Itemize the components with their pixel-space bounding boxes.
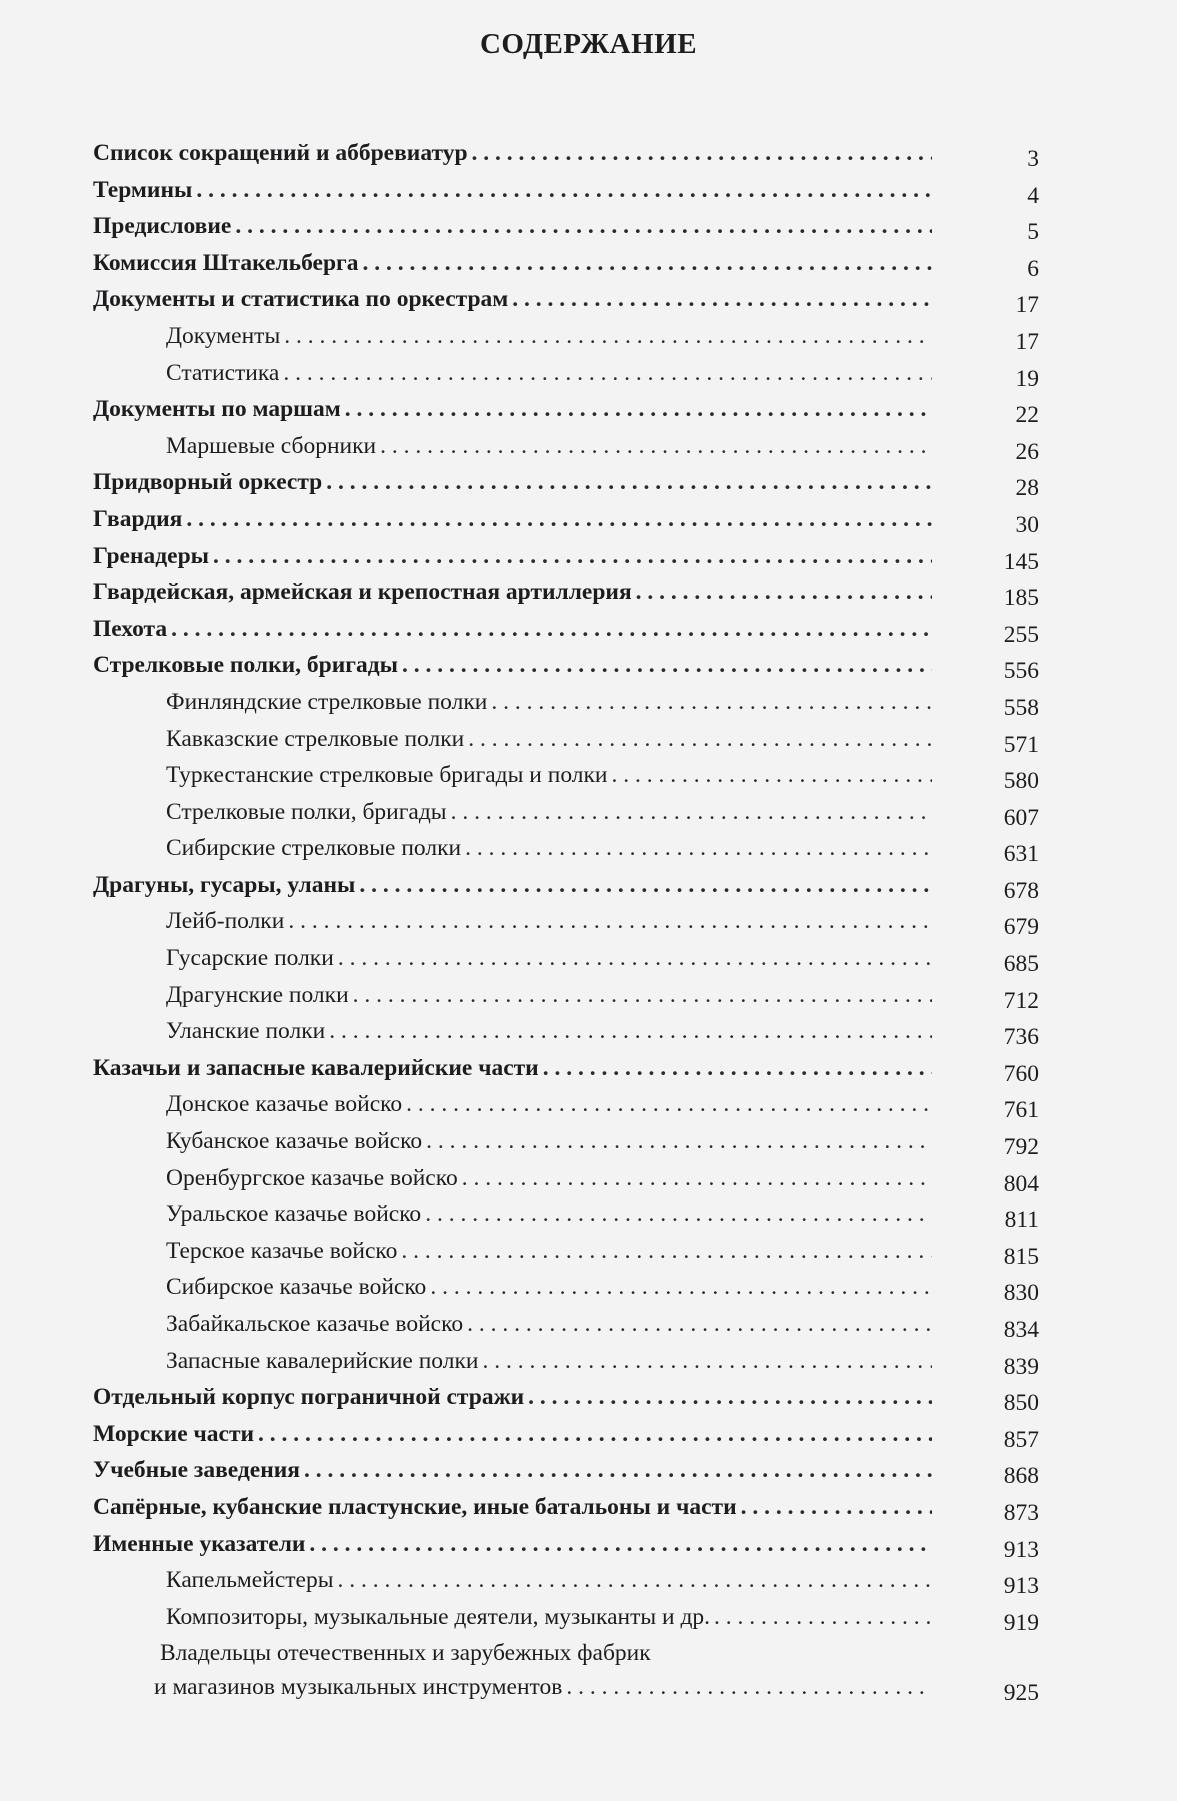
toc-entry-label: Донское казачье войско <box>166 1091 403 1118</box>
dot-leader <box>566 1672 932 1702</box>
toc-entry-page: 678 <box>1003 877 1039 904</box>
toc-entry-page: 4 <box>1027 182 1039 209</box>
toc-entry-page: 873 <box>1003 1499 1039 1526</box>
toc-entry-label: Сибирские стрелковые полки <box>166 835 462 862</box>
toc-entry-label: Уральское казачье войско <box>166 1201 422 1228</box>
dot-leader <box>171 614 932 644</box>
toc-entry-label: Пехота <box>93 615 168 642</box>
toc-entry-label: Статистика <box>166 359 280 386</box>
toc-entry-page: 830 <box>1003 1280 1039 1307</box>
toc-entry[interactable] <box>0 1089 1177 1126</box>
toc-entry[interactable] <box>0 797 1177 834</box>
toc-entry-label: Драгунские полки <box>166 981 349 1008</box>
dot-leader <box>611 760 932 790</box>
toc-entry[interactable] <box>0 1602 1177 1639</box>
dot-leader <box>451 797 932 827</box>
toc-entry-label: Кубанское казачье войско <box>166 1128 423 1155</box>
dot-leader <box>288 906 932 936</box>
toc-entry-label: Кавказские стрелковые полки <box>166 725 465 752</box>
dot-leader <box>284 321 932 351</box>
toc-entry[interactable] <box>0 175 1177 212</box>
dot-leader <box>402 650 932 680</box>
toc-entry-label: Термины <box>93 176 193 203</box>
table-of-contents <box>0 138 1177 1708</box>
toc-entry-label: Учебные заведения <box>93 1457 300 1484</box>
toc-entry-label: Документы <box>166 322 281 349</box>
dot-leader <box>235 211 932 241</box>
dot-leader <box>528 1382 932 1412</box>
toc-entry-page: 919 <box>1003 1609 1039 1636</box>
dot-leader <box>196 175 932 205</box>
toc-entry-label: Документы по маршам <box>93 396 341 423</box>
dot-leader <box>338 943 932 973</box>
toc-entry[interactable] <box>0 394 1177 431</box>
toc-entry[interactable] <box>0 1382 1177 1419</box>
dot-leader <box>465 833 932 863</box>
toc-entry-page: 857 <box>1003 1426 1039 1453</box>
toc-entry[interactable] <box>0 541 1177 578</box>
dot-leader <box>337 1565 932 1595</box>
dot-leader <box>468 724 932 754</box>
toc-entry-page: 6 <box>1027 255 1039 282</box>
toc-entry[interactable] <box>0 358 1177 395</box>
dot-leader <box>353 980 932 1010</box>
toc-entry[interactable] <box>0 1016 1177 1053</box>
toc-entry-page: 792 <box>1003 1134 1039 1161</box>
dot-leader <box>213 541 932 571</box>
toc-entry-page: 28 <box>1015 475 1039 502</box>
toc-entry-label: Список сокращений и аббревиатур <box>93 140 468 166</box>
toc-entry[interactable] <box>0 687 1177 724</box>
toc-entry-label: Стрелковые полки, бригады <box>93 652 398 679</box>
toc-entry-page: 913 <box>1003 1573 1039 1600</box>
dot-leader <box>425 1199 932 1229</box>
toc-entry-label: Гвардия <box>93 505 183 532</box>
toc-entry-page: 712 <box>1003 987 1039 1014</box>
toc-entry-page: 850 <box>1003 1390 1039 1417</box>
toc-entry-label: Придворный оркестр <box>93 469 323 496</box>
toc-entry-page: 736 <box>1003 1024 1039 1051</box>
toc-entry[interactable] <box>0 1236 1177 1273</box>
toc-entry-page: 17 <box>1015 328 1039 355</box>
toc-entry[interactable] <box>0 1565 1177 1602</box>
toc-entry[interactable] <box>0 138 1177 175</box>
dot-leader <box>482 1346 932 1376</box>
toc-entry[interactable] <box>0 1309 1177 1346</box>
toc-entry[interactable] <box>0 284 1177 321</box>
toc-entry[interactable] <box>0 724 1177 761</box>
toc-entry[interactable] <box>0 833 1177 870</box>
toc-entry-label: Маршевые сборники <box>166 432 377 459</box>
dot-leader <box>543 1053 932 1083</box>
toc-entry-label: Оренбургское казачье войско <box>166 1164 458 1191</box>
toc-entry[interactable] <box>0 906 1177 943</box>
toc-entry-page: 913 <box>1003 1536 1039 1563</box>
toc-entry[interactable] <box>0 1638 1177 1708</box>
toc-entry-page: 19 <box>1015 365 1039 392</box>
dot-leader <box>345 394 932 424</box>
toc-entry[interactable] <box>0 980 1177 1017</box>
toc-entry-label: Композиторы, музыкальные деятели, музыканты и др. <box>166 1603 711 1630</box>
toc-entry[interactable] <box>0 1199 1177 1236</box>
toc-entry[interactable] <box>0 943 1177 980</box>
dot-leader <box>401 1236 932 1266</box>
dot-leader <box>329 1016 932 1046</box>
dot-leader <box>304 1455 932 1485</box>
toc-entry-label: Уланские полки <box>166 1018 326 1045</box>
dot-leader <box>512 284 932 314</box>
toc-entry[interactable] <box>0 1163 1177 1200</box>
dot-leader <box>491 687 932 717</box>
toc-entry[interactable] <box>0 1492 1177 1529</box>
dot-leader <box>467 1309 932 1339</box>
toc-entry-label: Документы и статистика по оркестрам <box>93 286 509 313</box>
toc-entry-page: 631 <box>1003 841 1039 868</box>
toc-entry-label: Финляндские стрелковые полки <box>166 688 488 715</box>
toc-entry-page: 815 <box>1003 1243 1039 1270</box>
toc-entry-label: Терское казачье войско <box>166 1237 398 1264</box>
toc-entry-page: 145 <box>1003 548 1039 575</box>
toc-entry-label: Гвардейская, армейская и крепостная артиллерия <box>93 579 632 606</box>
toc-entry[interactable] <box>0 650 1177 687</box>
dot-leader <box>406 1089 932 1119</box>
dot-leader <box>258 1419 932 1449</box>
toc-entry-label: Именные указатели <box>93 1530 306 1557</box>
toc-entry[interactable] <box>0 211 1177 248</box>
toc-entry[interactable] <box>0 1529 1177 1566</box>
dot-leader <box>359 870 932 900</box>
dot-leader <box>636 577 932 607</box>
toc-entry-page: 685 <box>1003 951 1039 978</box>
toc-entry-page: 607 <box>1003 804 1039 831</box>
toc-entry-page: 255 <box>1003 621 1039 648</box>
toc-entry-label: Сапёрные, кубанские пластунские, иные батальоны и части <box>93 1493 737 1520</box>
dot-leader <box>186 504 932 534</box>
toc-entry-label: Запасные кавалерийские полки <box>166 1347 479 1374</box>
toc-entry[interactable] <box>0 1419 1177 1456</box>
dot-leader <box>426 1126 932 1156</box>
toc-entry-label-line1: Владельцы отечественных и зарубежных фабрик <box>160 1640 651 1667</box>
toc-entry-page: 571 <box>1003 731 1039 758</box>
toc-entry[interactable] <box>0 1126 1177 1163</box>
toc-entry-page: 558 <box>1003 694 1039 721</box>
dot-leader <box>362 248 932 278</box>
toc-entry-page: 3 <box>1027 146 1039 172</box>
toc-entry-label: Сибирское казачье войско <box>166 1274 427 1301</box>
toc-entry-page: 761 <box>1003 1097 1039 1124</box>
toc-entry-label: Стрелковые полки, бригады <box>166 798 447 825</box>
toc-entry[interactable] <box>0 870 1177 907</box>
toc-entry-page: 17 <box>1015 292 1039 319</box>
toc-entry-page: 26 <box>1015 438 1039 465</box>
toc-entry-label: Отдельный корпус пограничной стражи <box>93 1384 525 1411</box>
toc-entry-label: Капельмейстеры <box>166 1567 334 1594</box>
toc-entry-page: 804 <box>1003 1170 1039 1197</box>
toc-entry-page: 185 <box>1003 585 1039 612</box>
toc-entry-page: 556 <box>1003 658 1039 685</box>
toc-entry[interactable] <box>0 467 1177 504</box>
dot-leader <box>380 431 932 461</box>
toc-entry-label-line2: и магазинов музыкальных инструментов <box>154 1674 563 1701</box>
dot-leader <box>430 1272 932 1302</box>
toc-entry-label: Забайкальское казачье войско <box>166 1311 464 1337</box>
toc-entry-label: Казачьи и запасные кавалерийские части <box>93 1054 539 1081</box>
dot-leader <box>283 358 932 388</box>
toc-entry-label: Гусарские полки <box>166 945 334 972</box>
toc-entry[interactable] <box>0 504 1177 541</box>
toc-entry[interactable] <box>0 431 1177 468</box>
toc-entry-label: Гренадеры <box>93 542 209 569</box>
toc-entry[interactable] <box>0 321 1177 358</box>
toc-entry[interactable] <box>0 760 1177 797</box>
toc-entry[interactable] <box>0 614 1177 651</box>
toc-entry-page: 5 <box>1027 219 1039 246</box>
toc-entry-label: Морские части <box>93 1420 255 1447</box>
toc-entry[interactable] <box>0 1455 1177 1492</box>
toc-entry-page: 839 <box>1003 1353 1039 1380</box>
toc-entry-page: 925 <box>1003 1680 1039 1707</box>
toc-entry[interactable] <box>0 1053 1177 1090</box>
toc-entry-page: 868 <box>1003 1463 1039 1490</box>
toc-entry-label: Предисловие <box>93 213 232 240</box>
toc-entry-label: Туркестанские стрелковые бригады и полки <box>166 762 608 789</box>
toc-entry-label: Драгуны, гусары, уланы <box>93 871 356 898</box>
dot-leader <box>309 1529 932 1559</box>
dot-leader <box>714 1602 932 1632</box>
toc-entry[interactable] <box>0 577 1177 614</box>
page-title: СОДЕРЖАНИЕ <box>479 28 698 60</box>
toc-entry[interactable] <box>0 248 1177 285</box>
toc-entry-page: 580 <box>1003 768 1039 795</box>
toc-entry-page: 811 <box>1004 1207 1039 1234</box>
toc-entry[interactable] <box>0 1272 1177 1309</box>
toc-entry-label: Лейб-полки <box>166 908 285 935</box>
dot-leader <box>326 467 932 497</box>
toc-entry-page: 22 <box>1015 402 1039 429</box>
dot-leader <box>472 138 932 168</box>
toc-entry-page: 760 <box>1003 1060 1039 1087</box>
dot-leader <box>741 1492 932 1522</box>
toc-entry-page: 679 <box>1003 914 1039 941</box>
toc-entry-page: 30 <box>1015 511 1039 538</box>
toc-entry-label: Комиссия Штакельберга <box>93 249 359 276</box>
toc-entry[interactable] <box>0 1346 1177 1383</box>
dot-leader <box>462 1163 932 1193</box>
toc-entry-page: 834 <box>1003 1317 1039 1343</box>
